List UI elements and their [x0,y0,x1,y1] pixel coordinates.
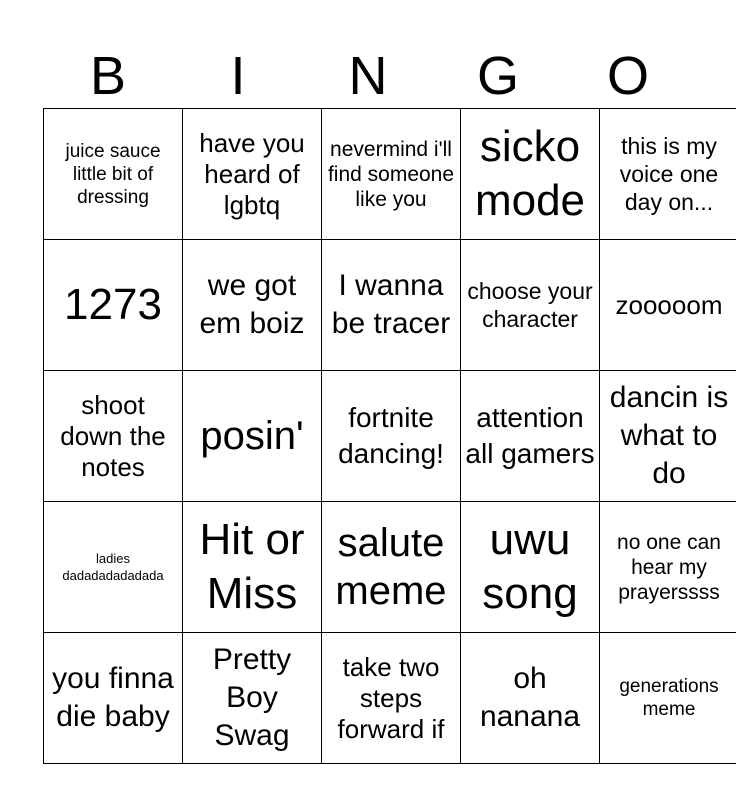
header-letter-o: O [606,46,649,106]
bingo-cell[interactable] [183,109,322,240]
cell-text: posin' [200,414,304,458]
bingo-cell[interactable] [183,633,322,764]
cell-text: oh nanana [479,662,581,733]
bingo-header [43,44,693,108]
cell-text: zooooom [615,289,723,320]
cell-text: shoot down the notes [60,389,166,482]
bingo-cell[interactable] [322,371,461,502]
bingo-cell[interactable] [461,502,600,633]
cell-text: I wanna be tracer [331,269,451,340]
board-row [44,633,736,764]
bingo-cell[interactable] [183,502,322,633]
bingo-cell[interactable] [322,109,461,240]
bingo-cell[interactable] [600,502,736,633]
cell-text: juice sauce little bit of dressing [65,140,161,208]
board-row [44,240,736,371]
cell-text: nevermind i'll find someone like you [327,137,455,211]
bingo-cell[interactable] [44,502,183,633]
cell-text: no one can hear my prayerssss [617,530,721,604]
bingo-cell[interactable] [461,371,600,502]
header-letter-i: I [230,46,246,106]
cell-text: Hit or Miss [199,515,305,618]
board-row [44,109,736,240]
cell-text: attention all gamers [465,402,595,469]
cell-text: fortnite dancing! [338,402,444,469]
cell-text: Pretty Boy Swag [212,643,292,752]
cell-text: salute meme [335,521,447,613]
bingo-cell[interactable] [322,633,461,764]
bingo-board [43,108,736,764]
header-letter-b: B [89,46,127,106]
bingo-cell[interactable] [44,371,183,502]
bingo-cell[interactable] [44,109,183,240]
cell-text: sicko mode [474,122,586,225]
board-row [44,371,736,502]
bingo-cell[interactable] [322,502,461,633]
cell-text: choose your character [467,278,593,332]
header-letter-n: N [348,46,388,106]
board-row [44,502,736,633]
cell-text: 1273 [64,280,162,329]
cell-text: have you heard of lgbtq [199,127,305,220]
bingo-cell[interactable] [461,240,600,371]
bingo-cell[interactable] [600,109,736,240]
cell-text: ladies dadadadadadada [62,551,164,583]
cell-text: uwu song [482,515,578,618]
bingo-cell[interactable] [600,240,736,371]
cell-text: this is my voice one day on... [619,133,719,215]
bingo-cell[interactable] [461,109,600,240]
header-letter-g: G [476,46,519,106]
bingo-cell[interactable] [461,633,600,764]
cell-text: we got em boiz [199,269,305,340]
bingo-cell[interactable] [44,633,183,764]
cell-text: take two steps forward if [337,651,445,744]
bingo-cell[interactable] [600,371,736,502]
bingo-cell[interactable] [183,371,322,502]
bingo-cell[interactable] [600,633,736,764]
cell-text: you finna die baby [52,662,174,733]
cell-text: dancin is what to do [609,381,729,490]
bingo-cell[interactable] [44,240,183,371]
bingo-cell[interactable] [322,240,461,371]
cell-text: generations meme [619,676,719,720]
bingo-cell[interactable] [183,240,322,371]
